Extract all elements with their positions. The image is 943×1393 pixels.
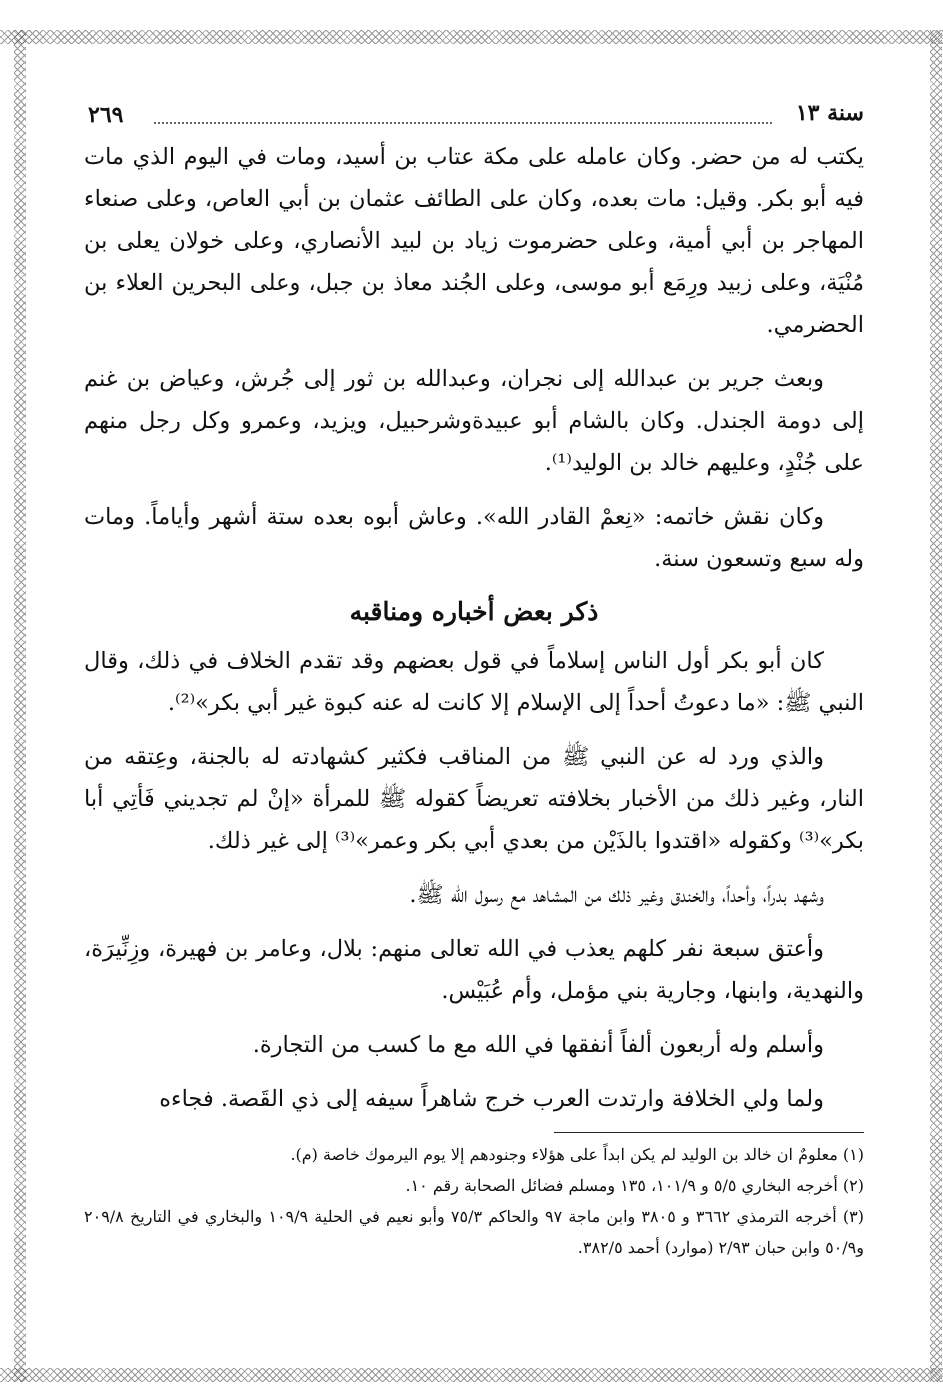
section-heading: ذكر بعض أخباره ومناقبه — [349, 597, 599, 626]
paragraph: والذي ورد له عن النبي ﷺ من المناقب فكثير كشهادته له بالجنة، وعِتقه من النار، وغير ذلك من الأخبار بخلافته تعريضاً كقوله ﷺ للمرأة «إنْ لم تجديني فَأتِي أبا بكر»⁽³⁾ وكقوله «اقتدوا بالذَيْن من بعدي أبي بكر وعمر»⁽³⁾ إلى غير ذلك. — [84, 744, 864, 854]
footnote: (٣) أخرجه الترمذي ٣٦٦٢ و ٣٨٠٥ وابن ماجة ٩٧ والحاكم ٧٥/٣ وأبو نعيم في الحلية ١٠٩/٩ والبخاري في التاريخ ٢٠٩/٨ و٥٠/٩ وابن حبان ٢/٩٣ (موارد) أحمد ٣٨٢/٥. — [84, 1207, 864, 1257]
footnote: (١) معلومٌ ان خالد بن الوليد لم يكن ابداً على هؤلاء وجنودهم إلا يوم اليرموك خاصة (م). — [290, 1145, 864, 1164]
paragraph: وشهد بدراً، وأحداً، والخندق وغير ذلك من المشاهد مع رسول الله ﷺ. — [409, 882, 824, 908]
header-leader-dots — [154, 122, 772, 124]
decorative-border-right — [930, 30, 942, 1382]
page-body — [84, 100, 864, 1263]
page-number: ٢٦٩ — [88, 102, 124, 128]
paragraph: وأسلم وله أربعون ألفاً أنفقها في الله مع ما كسب من التجارة. — [252, 1032, 824, 1058]
paragraph: وبعث جرير بن عبدالله إلى نجران، وعبدالله بن ثور إلى جُرش، وعياض بن غنم إلى دومة الجندل. وكان بالشام أبو عبيدةوشرحبيل، ويزيد، وعمرو وكل رجل منهم على جُنْدٍ، وعليهم خالد بن الوليد⁽¹⁾. — [84, 366, 864, 476]
chapter-title: سنة ١٣ — [795, 100, 864, 126]
footnote-separator — [554, 1132, 864, 1133]
decorative-border-bottom — [0, 1368, 943, 1382]
paragraph: يكتب له من حضر. وكان عامله على مكة عتاب بن أسيد، ومات في اليوم الذي مات فيه أبو بكر. وقيل: مات بعده، وكان على الطائف عثمان بن أبي العاص، وعلى صنعاء المهاجر بن أبي أمية، وعلى حضرموت زياد بن لبيد الأنصاري، وعلى خولان يعلى بن مُنْيَة، وعلى زبيد ورِمَع أبو موسى، وعلى الجُند معاذ بن جبل، وعلى البحرين العلاء بن الحضرمي. — [84, 144, 864, 338]
paragraph: وكان نقش خاتمه: «نِعمْ القادر الله». وعاش أبوه بعده ستة أشهر وأياماً. ومات وله سبع وتسعون سنة. — [84, 504, 864, 572]
paragraph: وأعتق سبعة نفر كلهم يعذب في الله تعالى منهم: بلال، وعامر بن فهيرة، وزِنِّيرَة، والنهدية، وابنها، وجارية بني مؤمل، وأم عُبَيْس. — [84, 936, 864, 1004]
decorative-border-top — [0, 30, 943, 44]
running-header — [84, 100, 864, 136]
paragraph: كان أبو بكر أول الناس إسلاماً في قول بعضهم وقد تقدم الخلاف في ذلك، وقال النبي ﷺ: «ما دعوتُ أحداً إلى الإسلام إلا كانت له عنه كبوة غير أبي بكر»⁽²⁾. — [84, 648, 864, 716]
footnote: (٢) أخرجه البخاري ٥/٥ و ١٠١/٩، ١٣٥ ومسلم فضائل الصحابة رقم ١٠. — [405, 1176, 864, 1195]
decorative-border-left — [14, 30, 26, 1382]
paragraph: ولما ولي الخلافة وارتدت العرب خرج شاهراً سيفه إلى ذي القَصة. فجاءه — [159, 1086, 824, 1112]
